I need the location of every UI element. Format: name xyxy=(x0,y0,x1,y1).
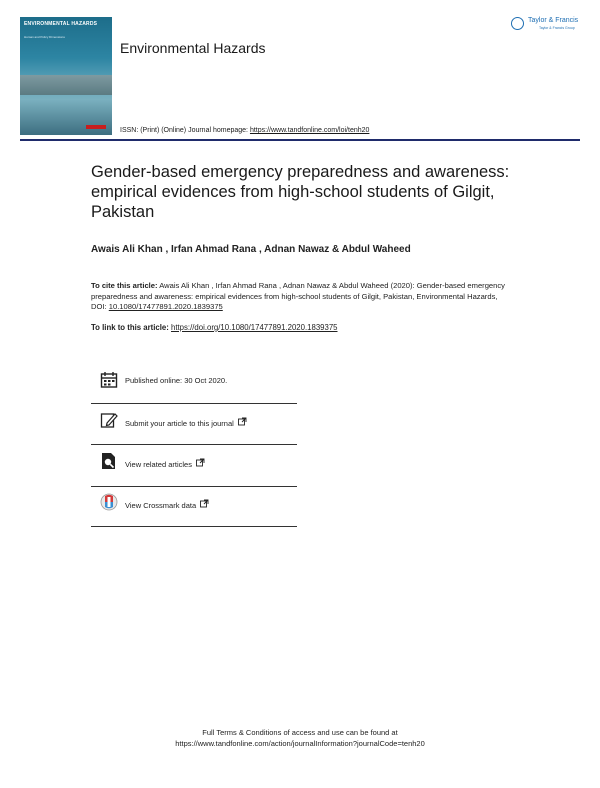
terms-url[interactable]: https://www.tandfonline.com/action/journalInformation?journalCode=tenh20 xyxy=(175,739,425,748)
publisher-logo-subtext: Taylor & Francis Group xyxy=(539,26,575,30)
publisher-logo-text: Taylor & Francis xyxy=(528,17,579,24)
submit-article-label: Submit your article to this journal xyxy=(125,419,234,428)
citation-text: Awais Ali Khan , Irfan Ahmad Rana , Adnan Nawaz & Abdul Waheed (2020): Gender-based emergency preparedness and awareness: empirical evidences from high-school students of Gilgit, Pakistan, Environmental Hazards, DOI: xyxy=(91,281,505,311)
search-document-icon xyxy=(100,452,118,470)
external-link-icon xyxy=(238,417,247,426)
submit-article-text xyxy=(125,417,247,428)
terms-footer xyxy=(0,727,600,749)
citation-doi-link[interactable]: 10.1080/17477891.2020.1839375 xyxy=(108,302,223,311)
crossmark-icon xyxy=(100,493,118,511)
related-articles-text xyxy=(125,458,205,469)
cover-title: ENVIRONMENTAL HAZARDS xyxy=(24,21,98,27)
crossmark-label: View Crossmark data xyxy=(125,501,197,510)
divider xyxy=(91,444,297,445)
article-authors: Awais Ali Khan , Irfan Ahmad Rana , Adnan Nawaz & Abdul Waheed xyxy=(91,244,411,255)
divider xyxy=(91,403,297,404)
cover-publisher-mark xyxy=(86,125,106,129)
divider xyxy=(91,486,297,487)
divider xyxy=(91,526,297,527)
journal-cover-image xyxy=(20,17,112,135)
related-articles-label: View related articles xyxy=(125,460,192,469)
issn-line xyxy=(120,127,369,134)
published-date-text: Published online: 30 Oct 2020. xyxy=(125,376,228,385)
article-link-line xyxy=(91,323,338,332)
article-title: Gender-based emergency preparedness and awareness: empirical evidences from high-school students of Gilgit, Pakistan xyxy=(91,163,510,221)
article-doi-url[interactable]: https://doi.org/10.1080/17477891.2020.1839375 xyxy=(171,323,338,332)
edit-icon xyxy=(100,411,118,429)
journal-homepage-link[interactable]: https://www.tandfonline.com/loi/tenh20 xyxy=(249,127,370,134)
terms-text: Full Terms & Conditions of access and use can be found at xyxy=(202,728,398,737)
publisher-logo-icon xyxy=(511,17,524,30)
article-link-label: To link to this article: xyxy=(91,323,169,332)
cover-landscape xyxy=(20,75,112,95)
external-link-icon xyxy=(200,499,209,508)
external-link-icon xyxy=(196,458,205,467)
citation-label: To cite this article: xyxy=(91,281,158,290)
issn-label: ISSN: (Print) (Online) Journal homepage: xyxy=(120,127,248,134)
header-divider xyxy=(20,139,580,141)
crossmark-text xyxy=(125,499,209,510)
cover-subtitle: Human and Policy Dimensions xyxy=(24,35,65,39)
citation-block xyxy=(91,281,511,313)
publisher-logo[interactable] xyxy=(511,17,583,37)
calendar-icon xyxy=(100,371,118,389)
journal-name[interactable]: Environmental Hazards xyxy=(120,40,266,56)
